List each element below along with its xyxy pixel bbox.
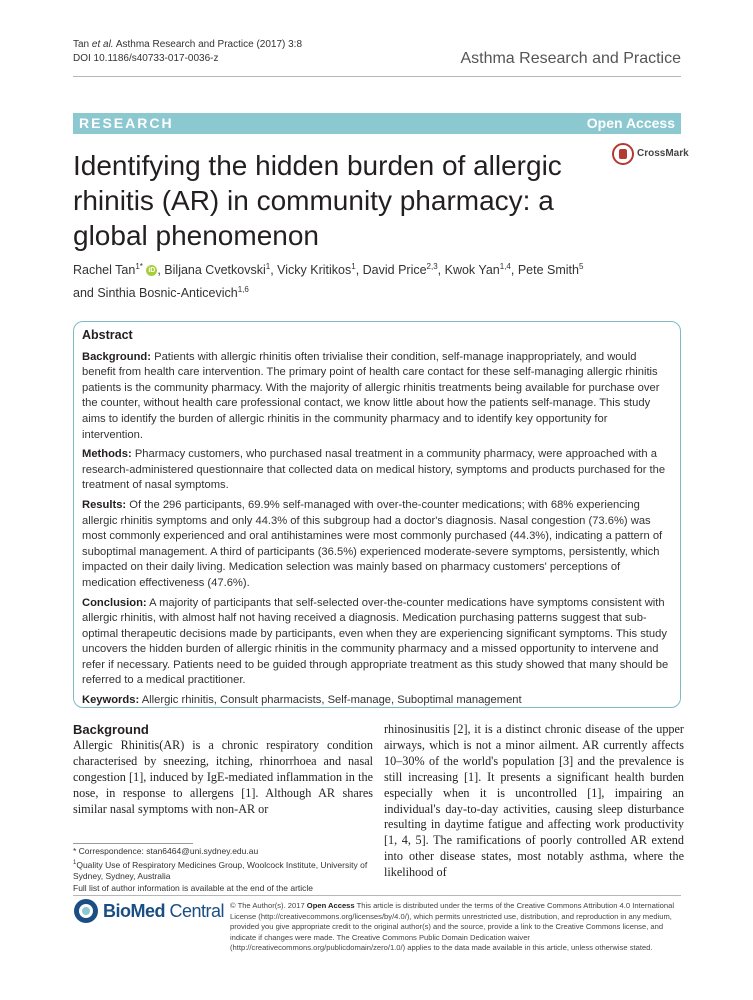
body-column-right [384, 722, 684, 881]
abstract-box [73, 321, 681, 708]
article-type-label: RESEARCH [79, 115, 174, 131]
abstract-conclusion: Conclusion: A majority of participants that self-selected over-the-counter medications have symptoms consistent with allergic rhinitis, with almost half not having received a diagnosis. Medication purchasing patterns suggest that sub-optimal therapeutic decisions made by participants, even when they are experiencing significant symptoms. This study uncovers the hidden burden of allergic rhinitis in the community pharmacy and a missed opportunity to intervene and refer if necessary. Patients need to be guided through appropriate treatment as this study showed that many should be referred to a medical practitioner. [82, 596, 669, 687]
author-affiliation: 5 [578, 262, 584, 271]
citation-authors: Tan [73, 39, 92, 50]
author-name[interactable]: , David Price [355, 263, 427, 278]
author-affiliation: 1 [265, 262, 271, 271]
bmc-name: BioMed [103, 901, 165, 921]
author-list [73, 257, 633, 303]
author-name[interactable]: , Vicky Kritikos [270, 263, 352, 278]
author-affiliation: 1,6 [237, 285, 249, 295]
crossmark-label: CrossMark [637, 148, 689, 159]
author-name[interactable]: and Sinthia Bosnic-Anticevich [73, 286, 238, 301]
affiliation: $^1$Quality Use of Respiratory Medicines Group, Woolcock Institute, University of Sydney, Sydney, Australia [73, 859, 368, 882]
article-title: Identifying the hidden burden of allergic rhinitis (AR) in community pharmacy: a global phenomenon [73, 150, 562, 251]
citation [73, 38, 302, 66]
article-type-banner [73, 113, 681, 134]
bmc-central: Central [165, 901, 225, 921]
open-access-label: Open Access [586, 115, 675, 131]
author-affiliation: 1* [135, 262, 143, 271]
citation-rest: Asthma Research and Practice (2017) 3:8 [113, 39, 303, 50]
journal-name: Asthma Research and Practice [460, 50, 681, 67]
abstract-results: Results: Of the 296 participants, 69.9% self-managed with over-the-counter medications; with 68% experiencing allergic rhinitis symptoms and only 44.3% of this subgroup had a doctor's diagnosis. Nasal congestion (73.6%) was most commonly experienced and oral antihistamines were most commonly purchased (44.3%), indicating a pattern of suboptimal management. A third of participants (36.5%) experienced moderate-severe symptoms, persistently, which impacted on their daily living. Medication selection was mainly based on pharmacy customers' perceptions of medication effectiveness (47.6%). [82, 498, 663, 589]
author-name[interactable]: , Kwok Yan [437, 263, 500, 278]
author-affiliation: 1 [351, 262, 356, 271]
footnotes [73, 846, 373, 895]
orcid-icon[interactable]: iD [148, 267, 156, 275]
body-text-right: rhinosinusitis [2], it is a distinct chronic disease of the upper airways, which is not a minor ailment. AR currently affects 10–30% of the world's population [3] and the prevalence is still increasing [1]. It presents a significant health burden especially when it is uncontrolled [1], impairing an individual's day-to-day activities, causing sleep disturbance resulting in daytime fatigue and affecting work productivity [1, 4, 5]. The ramifications of poorly controlled AR extend into other disease states, most notably asthma, where the likelihood of [384, 722, 684, 880]
abstract-keywords: Keywords: Allergic rhinitis, Consult pharmacists, Self-manage, Suboptimal management [82, 694, 522, 707]
author-name[interactable]: , Biljana Cvetkovski [157, 263, 266, 278]
author-affiliation: 1,4 [499, 262, 511, 271]
body-column-left [73, 722, 373, 817]
section-heading-background: Background [73, 722, 149, 737]
author-name[interactable]: , Pete Smith [510, 263, 579, 278]
header-divider [73, 76, 681, 77]
crossmark-icon [612, 143, 634, 165]
citation-etal: et al. [91, 39, 114, 50]
footnote-divider [73, 843, 193, 844]
full-list-note: Full list of author information is available at the end of the article [73, 883, 314, 894]
abstract-heading: Abstract [82, 328, 133, 342]
footer-divider [73, 895, 681, 896]
abstract-background: Background: Patients with allergic rhinitis often trivialise their condition, self-manage inappropriately, and would benefit from health care intervention. The primary point of health care contact for these self-managing allergic rhinitis patients is the community pharmacy. With the majority of allergic rhinitis treatments being available for purchase over the counter, without health care professional contact, we know little about how the patients self-manage. This study aims to identify the burden of allergic rhinitis in the community pharmacy and to identify key opportunity for intervention. [82, 350, 660, 441]
author-name[interactable]: Rachel Tan [73, 263, 136, 278]
biomed-central-logo[interactable] [73, 898, 233, 928]
body-text-left: Allergic Rhinitis(AR) is a chronic respiratory condition characterised by sneezing, itching, rhinorrhoea and nasal congestion [1], induced by IgE-mediated inflammation in the nose, in response to allergens [1]. Although AR shares similar nasal symptoms with non-AR or [73, 737, 373, 816]
correspondence[interactable]: * Correspondence: stan6464@uni.sydney.edu.au [73, 846, 259, 856]
crossmark-badge[interactable] [612, 143, 688, 167]
biomed-central-icon [73, 898, 99, 924]
license-text: © The Author(s). 2017 Open Access This article is distributed under the terms of the Creative Commons Attribution 4.0 International License (http://creativecommons.org/licenses/by/4.0/), which permits unrestricted use, distribution, and reproduction in any medium, provided you give appropriate credit to the original author(s) and the source, provide a link to the Creative Commons license, and indicate if changes were made. The Creative Commons Public Domain Dedication waiver (http://creativecommons.org/publicdomain/zero/1.0/) applies to the data made available in this article, unless otherwise stated. [230, 901, 675, 952]
author-affiliation: 2,3 [426, 262, 438, 271]
doi[interactable]: DOI 10.1186/s40733-017-0036-z [73, 53, 219, 64]
abstract-methods: Methods: Pharmacy customers, who purchased nasal treatment in a community pharmacy, were approached with a research-administered questionnaire that collected data on medical history, symptoms and products purchased for the treatment of nasal symptoms. [82, 448, 666, 492]
